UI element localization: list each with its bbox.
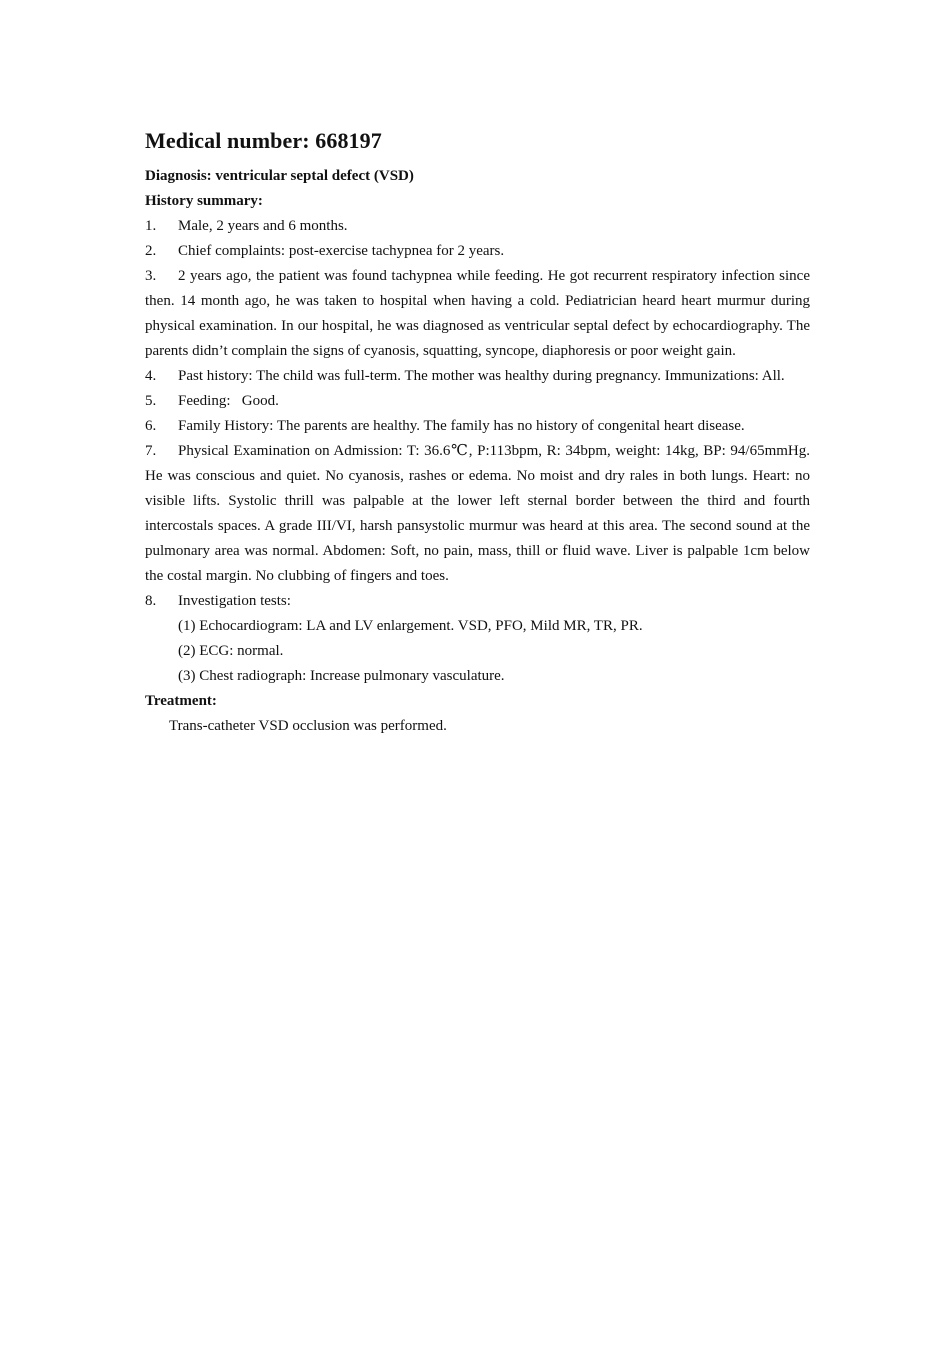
history-item-5 [145, 389, 810, 414]
history-item-6 [145, 414, 810, 439]
item-text: Family History: The parents are healthy. The family has no history of congenital heart disease. [178, 418, 745, 434]
item-text: 2 years ago, the patient was found tachypnea while feeding. He got recurrent respiratory infection since then. 14 month ago, he was taken to hospital when having a cold. Pediatrician heard heart murmur during physical examination. In our hospital, he was diagnosed as ventricular septal defect by echocardiography. The parents didn’t complain the signs of cyanosis, squatting, syncope, diaphoresis or poor weight gain. [145, 268, 810, 359]
document-content [145, 126, 810, 739]
item-text: Male, 2 years and 6 months. [178, 218, 348, 234]
history-item-4 [145, 364, 810, 389]
history-item-7 [145, 439, 810, 589]
item-number: 2. [145, 243, 157, 259]
history-item-8 [145, 589, 810, 614]
item-number: 5. [145, 393, 157, 409]
item-number: 1. [145, 218, 157, 234]
item-text: Physical Examination on Admission: T: 36.6℃, P:113bpm, R: 34bpm, weight: 14kg, BP: 94/65mmHg. He was conscious and quiet. No cyanosis, rashes or edema. No moist and dry rales in both lungs. Heart: no visible lifts. Systolic thrill was palpable at the lower left sternal border between the third and fourth intercostals spaces. A grade III/VI, harsh pansystolic murmur was heard at this area. The second sound at the pulmonary area was normal. Abdomen: Soft, no pain, mass, thill or fluid wave. Liver is palpable 1cm below the costal margin. No clubbing of fingers and toes. [145, 443, 810, 584]
item-number: 3. [145, 268, 157, 284]
item-text: Past history: The child was full-term. The mother was healthy during pregnancy. Immunizations: All. [178, 368, 785, 384]
page-title: Medical number: 668197 [145, 128, 382, 153]
investigation-chest-radiograph: (3) Chest radiograph: Increase pulmonary vasculature. [178, 668, 505, 684]
history-heading: History summary: [145, 193, 263, 209]
treatment-heading: Treatment: [145, 693, 217, 709]
investigation-ecg: (2) ECG: normal. [178, 643, 284, 659]
item-text: Investigation tests: [178, 593, 291, 609]
item-number: 8. [145, 593, 157, 609]
item-number: 6. [145, 418, 157, 434]
history-item-2 [145, 239, 810, 264]
investigation-echocardiogram: (1) Echocardiogram: LA and LV enlargement. VSD, PFO, Mild MR, TR, PR. [178, 618, 643, 634]
treatment-text: Trans-catheter VSD occlusion was performed. [169, 718, 447, 734]
diagnosis-line: Diagnosis: ventricular septal defect (VSD) [145, 168, 414, 184]
item-text: Chief complaints: post-exercise tachypnea for 2 years. [178, 243, 505, 259]
item-number: 4. [145, 368, 157, 384]
item-number: 7. [145, 443, 157, 459]
history-item-3 [145, 264, 810, 364]
item-text: Feeding: Good. [178, 393, 279, 409]
history-item-1 [145, 214, 810, 239]
